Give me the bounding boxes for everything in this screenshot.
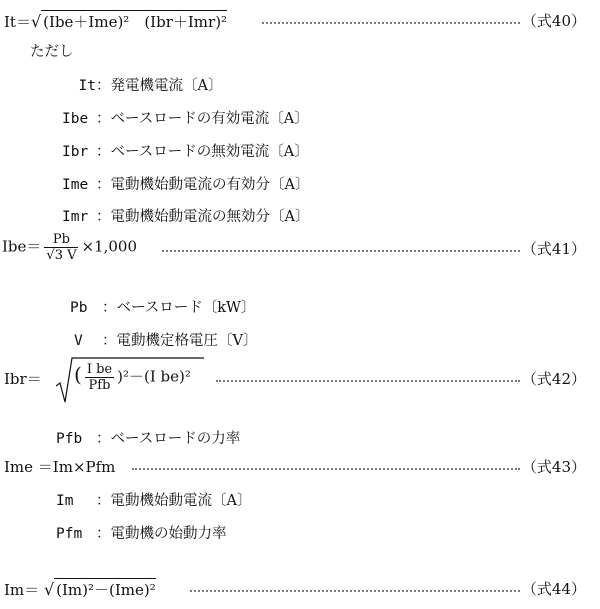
definition-description: ：ベースロードの力率 [96,431,241,447]
definition-symbol: Pfm [56,526,83,542]
definition-pb [70,296,255,317]
definition-symbol: Ime [62,177,89,193]
equation-41-multiplier: ×1,000 [81,237,137,256]
definition-description: ：電動機始動電流の無効分〔A〕 [96,209,310,225]
fraction [85,362,114,393]
definition-description: ：電動機始動電流〔A〕 [96,493,252,509]
definition-description: ：電動機始動電流の有効分〔A〕 [96,177,310,193]
definition-symbol: Imr [62,209,89,225]
fraction-numerator: I be [86,362,113,377]
definition-symbol: Im [56,493,74,509]
definition-it [70,74,222,95]
equation-40-radicand: (Ibe＋Ime)² (Ibr＋Imr)² [41,10,227,32]
definition-symbol: Pb [70,300,88,316]
equation-44-formula [4,578,156,600]
definition-description: ：電動機の始動力率 [96,526,227,542]
equation-43-number: （式43） [521,458,586,476]
definition-symbol: It [78,78,96,94]
definition-pfb [56,427,240,448]
definition-pfm [56,522,227,543]
however-label: ただし [30,44,74,60]
equation-41-number: （式41） [521,240,586,258]
fraction [44,232,78,263]
definition-imr [62,205,309,226]
definition-description: ：ベースロードの有効電流〔A〕 [96,111,309,127]
definition-ibr [62,140,309,161]
equation-40-lhs: It＝ [4,13,31,31]
equation-42 [0,354,600,408]
equation-42-tail: )²－(I be)² [117,367,191,386]
definition-im [56,489,251,510]
definition-symbol: V [74,333,83,349]
equation-44-number: （式44） [521,580,586,598]
definition-v [74,329,257,350]
equation-41-lhs: Ibe＝ [2,237,42,256]
leader-dots [162,250,520,252]
equation-43-formula: Ime ＝Im×Pfm [4,458,116,476]
definition-ime [62,173,309,194]
definition-symbol: Pfb [56,431,83,447]
fraction-numerator: Pb [44,232,78,248]
fraction-denominator: √3 V [46,248,77,263]
leader-dots [262,22,520,24]
equation-44-radicand: (Im)²－(Ime)² [54,578,156,600]
fraction-denominator: Pfb [88,378,111,393]
equation-44 [0,574,600,604]
open-paren: ( [74,362,82,387]
equation-42-number: （式42） [521,370,586,388]
definition-description: ：電動機定格電圧〔V〕 [102,333,258,349]
equation-43 [0,452,600,482]
equation-42-formula [4,368,42,389]
sqrt-symbol: √ [30,12,42,31]
equation-41 [0,230,600,270]
equation-42-radicand [74,362,191,393]
definition-description: ：発電機電流〔A〕 [96,78,223,94]
equation-40 [0,6,600,36]
sqrt-symbol: √ [43,580,55,599]
equation-44-lhs: Im＝ [4,581,40,599]
leader-dots [132,468,520,470]
definition-symbol: Ibr [62,144,89,160]
equation-41-formula [2,232,137,263]
definition-symbol: Ibe [62,111,89,127]
definition-description: ：ベースロード〔kW〕 [102,300,256,316]
equation-42-lhs: Ibr＝ [4,370,42,388]
equation-40-formula [4,10,227,32]
leader-dots [190,590,520,592]
equation-40-number: （式40） [521,12,586,30]
definition-description: ：ベースロードの無効電流〔A〕 [96,144,309,160]
leader-dots [216,380,520,382]
definition-ibe [62,107,309,128]
